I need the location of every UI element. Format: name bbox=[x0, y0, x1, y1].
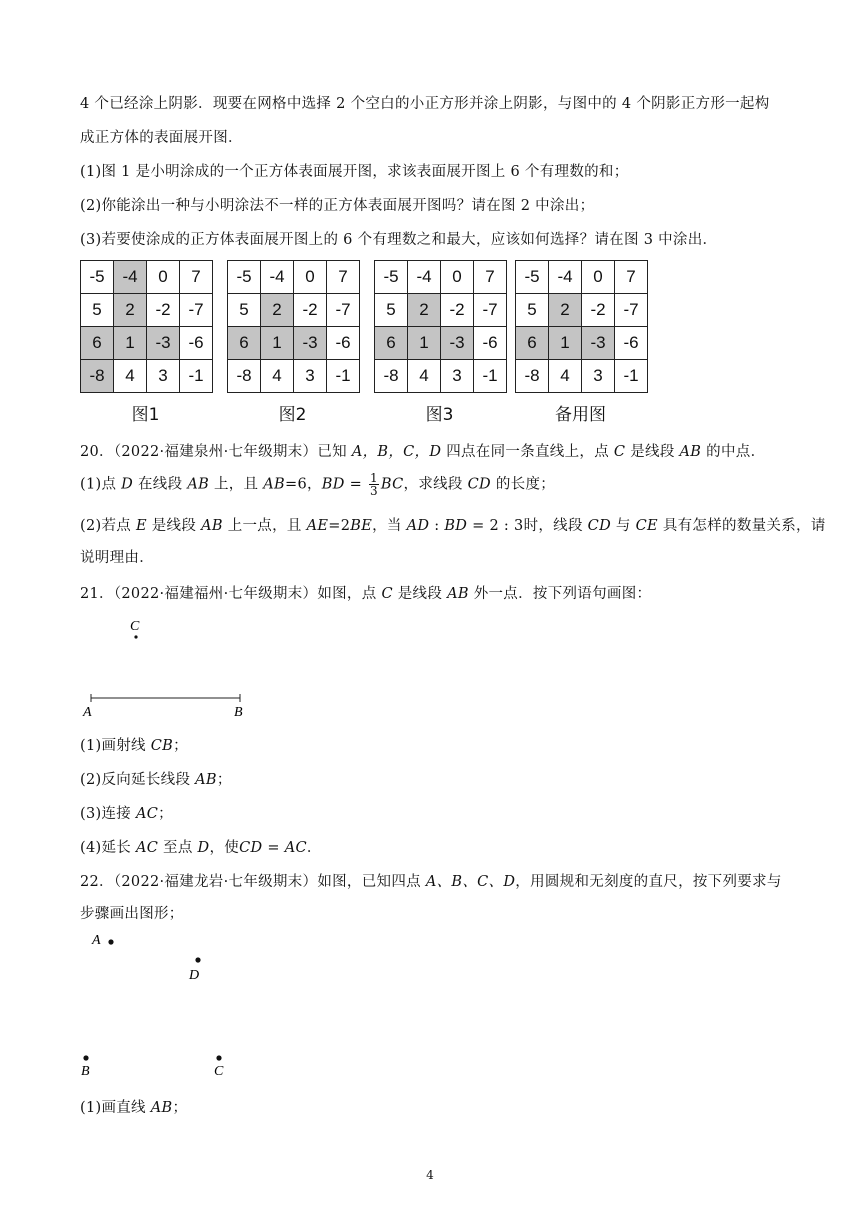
grid-cell[interactable]: 4 bbox=[408, 360, 441, 393]
grid-cell[interactable]: 6 bbox=[516, 327, 549, 360]
grid-cell[interactable]: -2 bbox=[294, 294, 327, 327]
point-a bbox=[108, 939, 113, 944]
grid-cell[interactable]: -3 bbox=[147, 327, 180, 360]
point-c bbox=[216, 1055, 221, 1060]
q22-heading-line-1: 22．（2022·福建龙岩·七年级期末）如图，已知四点 A、B、C、D，用圆规和无刻度的直尺，按下列要求与 bbox=[80, 874, 782, 890]
grid-cell[interactable]: -6 bbox=[180, 327, 213, 360]
grid-cell[interactable]: -1 bbox=[180, 360, 213, 393]
point-b bbox=[83, 1055, 88, 1060]
grid-cell[interactable]: 4 bbox=[114, 360, 147, 393]
grid-cell[interactable]: -5 bbox=[81, 261, 114, 294]
grid-cell[interactable]: 0 bbox=[147, 261, 180, 294]
point-b-label: B bbox=[234, 705, 243, 720]
grid-cell[interactable]: 7 bbox=[615, 261, 648, 294]
intro-line-2: 成正方体的表面展开图． bbox=[80, 130, 243, 146]
grid-cell[interactable]: -8 bbox=[228, 360, 261, 393]
point-b-label: B bbox=[81, 1064, 90, 1079]
grid-cell[interactable]: -1 bbox=[474, 360, 507, 393]
grid-cell[interactable]: -4 bbox=[408, 261, 441, 294]
grid-cell[interactable]: 7 bbox=[474, 261, 507, 294]
grid-cell[interactable]: 2 bbox=[408, 294, 441, 327]
grid-cell[interactable]: 6 bbox=[375, 327, 408, 360]
grid-cell[interactable]: 3 bbox=[582, 360, 615, 393]
grid-cell[interactable]: -4 bbox=[261, 261, 294, 294]
grid-cell[interactable]: 2 bbox=[114, 294, 147, 327]
grid-caption: 图3 bbox=[425, 405, 454, 425]
grid-cell[interactable]: 7 bbox=[180, 261, 213, 294]
q20-heading: 20．（2022·福建泉州·七年级期末）已知 A，B，C，D 四点在同一条直线上，点 C 是线段 AB 的中点． bbox=[80, 444, 766, 460]
grid-cell[interactable]: -6 bbox=[474, 327, 507, 360]
grid-cell[interactable]: -5 bbox=[228, 261, 261, 294]
page-number: 4 bbox=[426, 1168, 434, 1182]
grid-cell[interactable]: -3 bbox=[582, 327, 615, 360]
q21-figure bbox=[78, 616, 278, 720]
point-d bbox=[195, 957, 200, 962]
q20-part-2-cont: 说明理由． bbox=[80, 550, 154, 566]
q20-part-1: (1)点 D 在线段 AB 上，且 AB=6，BD = $\frac{1}{3}$ BC，求线段 CD 的长度； bbox=[80, 471, 556, 498]
grid-caption: 图2 bbox=[278, 405, 307, 425]
q21-step-3: (3)连接 AC； bbox=[80, 806, 173, 822]
grid-cell[interactable]: 0 bbox=[582, 261, 615, 294]
grid-cell[interactable]: 3 bbox=[294, 360, 327, 393]
question-part-1: (1)图 1 是小明涂成的一个正方体表面展开图，求该表面展开图上 6 个有理数的和； bbox=[80, 164, 629, 180]
grid-cell[interactable]: -5 bbox=[516, 261, 549, 294]
grid-cell[interactable]: 4 bbox=[549, 360, 582, 393]
grid-cell[interactable]: 5 bbox=[516, 294, 549, 327]
q22-step-1: (1)画直线 AB； bbox=[80, 1100, 188, 1116]
q21-step-2: (2)反向延长线段 AB； bbox=[80, 772, 232, 788]
intro-line-1: 4 个已经涂上阴影．现要在网格中选择 2 个空白的小正方形并涂上阴影，与图中的 4 个阴影正方形一起构 bbox=[80, 96, 770, 112]
grid-cell[interactable]: 0 bbox=[294, 261, 327, 294]
grid-cell[interactable]: -2 bbox=[441, 294, 474, 327]
number-grid bbox=[80, 260, 213, 393]
grid-caption: 备用图 bbox=[555, 405, 606, 425]
grid-cell[interactable]: 5 bbox=[81, 294, 114, 327]
grid-cell[interactable]: 0 bbox=[441, 261, 474, 294]
grid-cell[interactable]: 5 bbox=[375, 294, 408, 327]
grid-cell[interactable]: -4 bbox=[114, 261, 147, 294]
grid-cell[interactable]: -4 bbox=[549, 261, 582, 294]
point-c-label: C bbox=[214, 1064, 224, 1079]
point-a-label: A bbox=[83, 705, 92, 720]
point-a-label: A bbox=[92, 933, 101, 948]
point-c-label: C bbox=[130, 619, 140, 634]
number-grid bbox=[227, 260, 360, 393]
grid-cell[interactable]: -8 bbox=[375, 360, 408, 393]
grid-caption: 图1 bbox=[131, 405, 160, 425]
grid-cell[interactable]: 5 bbox=[228, 294, 261, 327]
question-part-2: (2)你能涂出一种与小明涂法不一样的正方体表面展开图吗？请在图 2 中涂出； bbox=[80, 198, 595, 214]
q21-heading: 21．（2022·福建福州·七年级期末）如图，点 C 是线段 AB 外一点．按下列语句画图： bbox=[80, 586, 652, 602]
grid-cell[interactable]: -3 bbox=[441, 327, 474, 360]
point-c bbox=[134, 635, 137, 638]
grid-cell[interactable]: -3 bbox=[294, 327, 327, 360]
grid-cell[interactable]: 6 bbox=[81, 327, 114, 360]
q20-part-2: (2)若点 E 是线段 AB 上一点，且 AE=2BE，当 AD : BD = 2 : 3时，线段 CD 与 CE 具有怎样的数量关系，请 bbox=[80, 518, 826, 534]
grid-cell[interactable]: -8 bbox=[516, 360, 549, 393]
point-d-label: D bbox=[189, 968, 200, 983]
grid-cell[interactable]: 1 bbox=[408, 327, 441, 360]
grid-cell[interactable]: -2 bbox=[147, 294, 180, 327]
grid-cell[interactable]: -6 bbox=[327, 327, 360, 360]
number-grid bbox=[374, 260, 507, 393]
number-grid bbox=[515, 260, 648, 393]
grid-cell[interactable]: 1 bbox=[261, 327, 294, 360]
grid-cell[interactable]: 3 bbox=[441, 360, 474, 393]
grid-cell[interactable]: 7 bbox=[327, 261, 360, 294]
grid-cell[interactable]: -7 bbox=[180, 294, 213, 327]
grid-cell[interactable]: 6 bbox=[228, 327, 261, 360]
q22-figure bbox=[80, 928, 260, 1082]
grid-cell[interactable]: -1 bbox=[327, 360, 360, 393]
grid-cell[interactable]: -7 bbox=[615, 294, 648, 327]
grid-cell[interactable]: 3 bbox=[147, 360, 180, 393]
grid-cell[interactable]: 1 bbox=[549, 327, 582, 360]
q22-heading-line-2: 步骤画出图形； bbox=[80, 906, 184, 922]
grid-cell[interactable]: -1 bbox=[615, 360, 648, 393]
grid-cell[interactable]: -7 bbox=[327, 294, 360, 327]
grid-cell[interactable]: -7 bbox=[474, 294, 507, 327]
grid-cell[interactable]: 1 bbox=[114, 327, 147, 360]
q21-step-4: (4)延长 AC 至点 D，使CD = AC． bbox=[80, 840, 322, 856]
fraction-one-third: $\frac{1}{3}$ bbox=[369, 471, 378, 498]
grid-cell[interactable]: -6 bbox=[615, 327, 648, 360]
grid-cell[interactable]: 4 bbox=[261, 360, 294, 393]
q21-step-1: (1)画射线 CB； bbox=[80, 738, 188, 754]
question-part-3: (3)若要使涂成的正方体表面展开图上的 6 个有理数之和最大，应该如何选择？请在图 3 中涂出． bbox=[80, 232, 718, 248]
grid-cell[interactable]: -8 bbox=[81, 360, 114, 393]
grid-cell[interactable]: -5 bbox=[375, 261, 408, 294]
grid-cell[interactable]: 2 bbox=[261, 294, 294, 327]
grid-cell[interactable]: 2 bbox=[549, 294, 582, 327]
grid-cell[interactable]: -2 bbox=[582, 294, 615, 327]
